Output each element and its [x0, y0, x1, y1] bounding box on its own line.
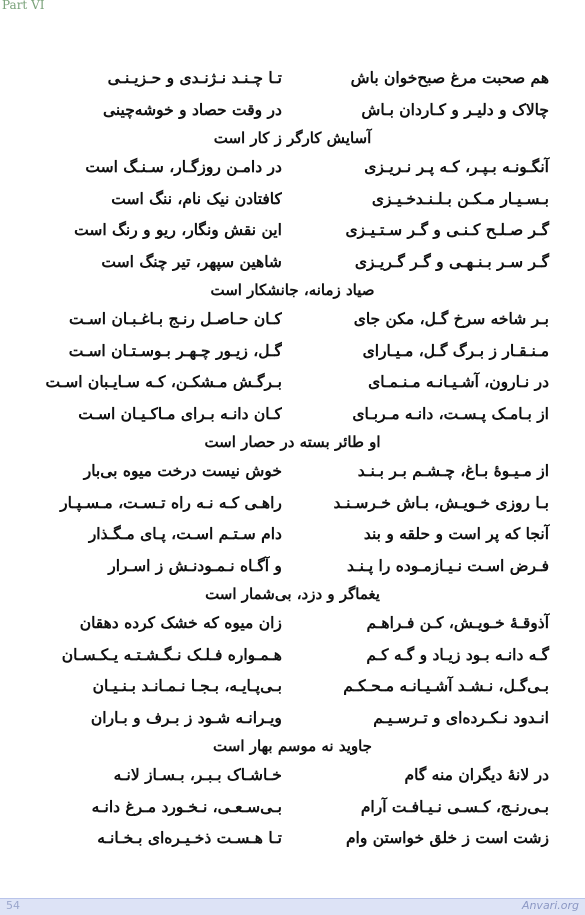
hemistich-left: و آگـاه نـمـودنـش ز اسـرار	[108, 555, 282, 575]
hemistich-right: فـرض اسـت نـیـازمـوده را پـنـد	[346, 555, 549, 575]
hemistich-right: از مـیـوهٔ بـاغ، چـشـم بـر بـنـد	[357, 461, 549, 481]
hemistich-left: کافتادن نیک نام، ننگ است	[111, 188, 282, 208]
hemistich-left: خوش نیست درخت میوه بی‌بار	[83, 461, 282, 481]
hemistich-left: راهـی کـه نـه راه تـسـت، مـسـپـار	[60, 492, 282, 512]
couplet	[28, 518, 557, 550]
hemistich-right: گـه دانـه بـود زیـاد و گـه کـم	[366, 644, 549, 664]
hemistich-right: چالاک و دلیـر و کـاردان بـاش	[361, 99, 549, 119]
couplet	[28, 246, 557, 278]
hemistich-left: در وقت حصاد و خوشه‌چینی	[102, 99, 282, 119]
hemistich-left: تـا چـنـد نـژنـدی و حـزیـنـی	[107, 68, 282, 88]
hemistich-left: زان میوه که خشک کرده دهقان	[79, 613, 282, 633]
page-number: 54	[6, 899, 20, 912]
couplet	[28, 366, 557, 398]
hemistich-left: هـمـواره فـلـک نـگـشـتـه یـکـسـان	[61, 644, 282, 664]
couplet	[28, 62, 557, 94]
section-title: جاوید نه موسم بهار است	[213, 737, 372, 755]
couplet	[28, 151, 557, 183]
poem-section	[28, 733, 557, 854]
couplet	[28, 214, 557, 246]
couplet	[28, 455, 557, 487]
hemistich-left: تـا هـسـت ذخـیـره‌ای بـخـانـه	[97, 828, 282, 848]
section-title: آسایش کارگر ز کار است	[213, 129, 372, 147]
poem-section	[28, 277, 557, 429]
couplet	[28, 550, 557, 582]
hemistich-left: کـان دانـه بـرای مـاکـیـان اسـت	[78, 403, 282, 423]
hemistich-right: آنگـونـه بـپـر، کـه پـر نـریـزی	[364, 157, 549, 177]
section-title: یغماگر و دزد، بی‌شمار است	[205, 585, 380, 603]
hemistich-left: گـل، زیـور چـهـر بـوسـتـان اسـت	[68, 340, 282, 360]
hemistich-right: آنجا که پر است و حلقه و بند	[363, 524, 549, 544]
hemistich-right: بـر شاخه سرخ گـل، مکن جای	[353, 309, 549, 329]
poem-section	[28, 581, 557, 733]
hemistich-left: این نقش ونگار، ریو و رنگ است	[74, 220, 282, 240]
couplet	[28, 702, 557, 734]
hemistich-right: بـی‌رنـج، کـسـی نـیـافـت آرام	[360, 796, 549, 816]
couplet	[28, 94, 557, 126]
poem-section	[28, 125, 557, 277]
poem-section	[28, 62, 557, 125]
footer-bar	[0, 898, 585, 915]
couplet	[28, 607, 557, 639]
hemistich-left: شاهین سپهر، تیر چنگ است	[101, 251, 282, 271]
couplet	[28, 791, 557, 823]
hemistich-right: آذوقـهٔ خـویـش، کـن فـراهـم	[366, 613, 549, 633]
hemistich-right: انـدود نـکـرده‌ای و تـرسـیـم	[373, 707, 549, 727]
poem-section	[28, 429, 557, 581]
hemistich-right: در نـارون، آشـیـانـه مـنـمـای	[368, 372, 549, 392]
couplet	[28, 639, 557, 671]
hemistich-left: در دامـن روزگـار، سـنـگ است	[85, 157, 282, 177]
hemistich-right: زشت است ز خلق خواستن وام	[345, 828, 549, 848]
hemistich-right: مـنـقـار ز بـرگ گـل، مـیـارای	[362, 340, 549, 360]
couplet	[28, 183, 557, 215]
hemistich-right: بـا روزی خـویـش، بـاش خـرسـنـد	[333, 492, 549, 512]
hemistich-left: دام سـتـم اسـت، پـای مـگـذار	[88, 524, 282, 544]
section-title: او طائر بسته در حصار است	[204, 433, 381, 451]
hemistich-right: بـسـیـار مـکـن بـلـنـدخـیـزی	[371, 188, 549, 208]
couplet	[28, 759, 557, 791]
couplet	[28, 398, 557, 430]
couplet	[28, 822, 557, 854]
watermark: Anvari.org	[521, 899, 579, 912]
couplet	[28, 335, 557, 367]
couplet	[28, 487, 557, 519]
hemistich-left: بـی‌پـایـه، بـجـا نـمـانـد بـنـیـان	[92, 676, 282, 696]
part-label: Part VI	[2, 0, 45, 12]
hemistich-right: هم صحبت مرغ صبح‌خوان باش	[350, 68, 549, 88]
hemistich-left: خـاشـاک بـبـر، بـسـاز لانـه	[113, 765, 282, 785]
hemistich-left: ویـرانـه شـود ز بـرف و بـاران	[90, 707, 282, 727]
poem-body	[28, 62, 557, 854]
hemistich-left: کـان حـاصـل رنـج بـاغـبـان اسـت	[69, 309, 282, 329]
couplet	[28, 303, 557, 335]
hemistich-right: گـر سـر بـنـهـی و گـر گـریـزی	[354, 251, 549, 271]
hemistich-right: گـر صـلـح کـنـی و گـر سـتـیـزی	[345, 220, 549, 240]
hemistich-right: بـی‌گـل، نـشـد آشـیـانـه مـحـکـم	[343, 676, 549, 696]
hemistich-left: بـی‌سـعـی، نـخـورد مـرغ دانـه	[91, 796, 282, 816]
hemistich-right: در لانهٔ دیگران منه گام	[404, 765, 549, 785]
hemistich-left: بـرگـش مـشکـن، کـه سـایـبان اسـت	[45, 372, 282, 392]
hemistich-right: از بـامـک پـسـت، دانـه مـربـای	[352, 403, 549, 423]
couplet	[28, 670, 557, 702]
section-title: صیاد زمانه، جانشکار است	[210, 281, 375, 299]
